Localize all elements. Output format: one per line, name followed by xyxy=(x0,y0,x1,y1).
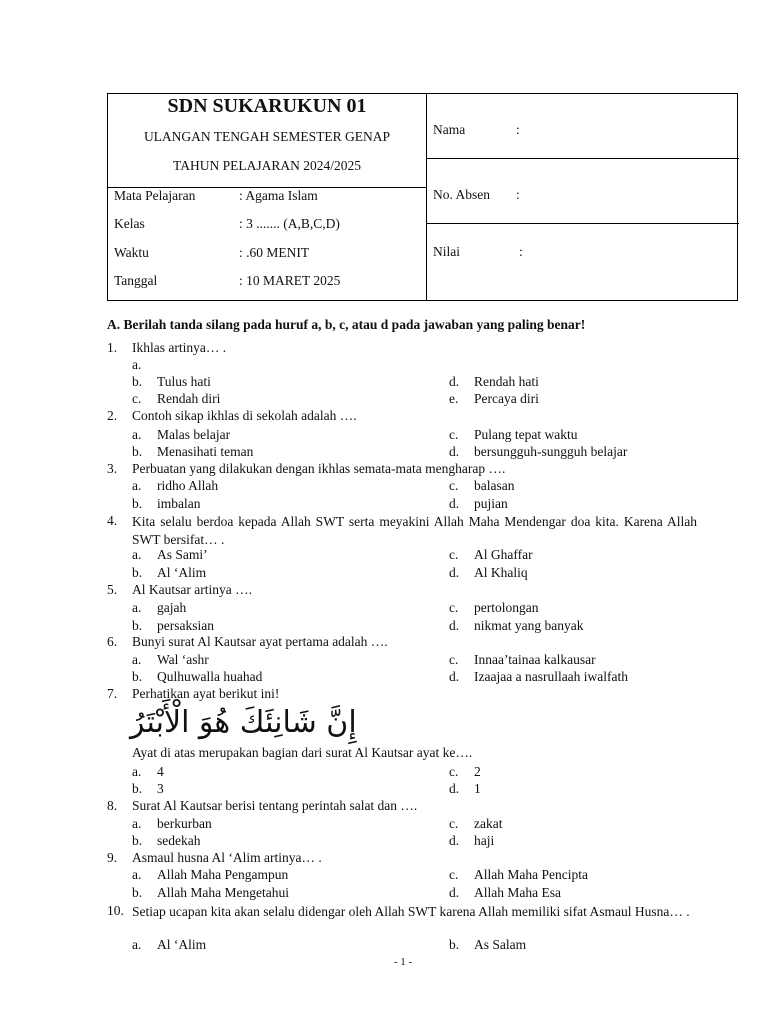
nilai-label: Nilai xyxy=(433,244,460,259)
option[interactable]: a. Allah Maha Pengampun xyxy=(132,867,289,882)
option[interactable]: d. Allah Maha Esa xyxy=(449,885,561,900)
info-label: Waktu xyxy=(114,245,149,260)
option[interactable]: a. xyxy=(132,357,142,372)
table-divider xyxy=(426,94,427,300)
option[interactable]: b. Menasihati teman xyxy=(132,444,254,459)
question-number: 2. xyxy=(107,408,118,423)
question-text: Kita selalu berdoa kepada Allah SWT serta meyakini Allah Maha Mendengar doa kita. Karena Allah SWT bersifat… . xyxy=(132,514,697,547)
absen-label: No. Absen xyxy=(433,187,490,202)
option[interactable]: b. Qulhuwalla huahad xyxy=(132,669,263,684)
option[interactable]: c. balasan xyxy=(449,478,515,493)
option[interactable]: d. Al Khaliq xyxy=(449,565,528,580)
option[interactable]: d. nikmat yang banyak xyxy=(449,618,584,633)
option[interactable]: c. Innaa’tainaa kalkausar xyxy=(449,652,596,667)
academic-year: TAHUN PELAJARAN 2024/2025 xyxy=(173,158,361,173)
info-value: : 3 ....... (A,B,C,D) xyxy=(239,216,340,231)
question-number: 10. xyxy=(107,903,124,918)
option[interactable]: e. Percaya diri xyxy=(449,391,539,406)
option[interactable]: d. Izaajaa a nasrullaah iwalfath xyxy=(449,669,629,684)
question-number: 7. xyxy=(107,686,118,701)
question-number: 1. xyxy=(107,340,118,355)
option[interactable]: a. Malas belajar xyxy=(132,427,231,442)
option[interactable]: a. As Sami’ xyxy=(132,547,208,562)
option[interactable]: b. imbalan xyxy=(132,496,201,511)
option[interactable]: c. Allah Maha Pencipta xyxy=(449,867,588,882)
info-value: : 10 MARET 2025 xyxy=(239,273,341,288)
option[interactable]: c. pertolongan xyxy=(449,600,539,615)
option[interactable]: b. sedekah xyxy=(132,833,201,848)
option[interactable]: a. Al ‘Alim xyxy=(132,937,207,952)
option[interactable]: d. Rendah hati xyxy=(449,374,539,389)
option[interactable]: a. 4 xyxy=(132,764,164,779)
absen-field[interactable]: : xyxy=(516,187,520,202)
option[interactable]: d. pujian xyxy=(449,496,508,511)
option[interactable]: a. gajah xyxy=(132,600,187,615)
option[interactable]: a. berkurban xyxy=(132,816,212,831)
question-text: Surat Al Kautsar berisi tentang perintah salat dan …. xyxy=(132,798,418,813)
header-table xyxy=(107,93,738,301)
page-number: - 1 - xyxy=(393,956,413,968)
question-text: Perhatikan ayat berikut ini! xyxy=(132,686,280,701)
question-number: 8. xyxy=(107,798,118,813)
question-text: Perbuatan yang dilakukan dengan ikhlas semata-mata mengharap …. xyxy=(132,461,506,476)
table-divider xyxy=(426,158,739,159)
info-label: Mata Pelajaran xyxy=(114,188,196,203)
option[interactable]: b. Allah Maha Mengetahui xyxy=(132,885,289,900)
nilai-field[interactable]: : xyxy=(519,244,523,259)
question-number: 5. xyxy=(107,582,118,597)
question-text: Al Kautsar artinya …. xyxy=(132,582,252,597)
question-text: Ayat di atas merupakan bagian dari surat Al Kautsar ayat ke…. xyxy=(132,745,473,760)
question-number: 3. xyxy=(107,461,118,476)
question-number: 6. xyxy=(107,634,118,649)
option[interactable]: a. ridho Allah xyxy=(132,478,219,493)
option[interactable]: b. persaksian xyxy=(132,618,214,633)
option[interactable]: c. zakat xyxy=(449,816,503,831)
school-name: SDN SUKARUKUN 01 xyxy=(167,95,367,117)
option[interactable]: c. Al Ghaffar xyxy=(449,547,533,562)
option[interactable]: d. haji xyxy=(449,833,495,848)
option[interactable]: c. Rendah diri xyxy=(132,391,221,406)
option[interactable]: b. Tulus hati xyxy=(132,374,211,389)
option[interactable]: d. 1 xyxy=(449,781,481,796)
info-label: Kelas xyxy=(114,216,145,231)
table-divider xyxy=(426,223,739,224)
question-number: 9. xyxy=(107,850,118,865)
option[interactable]: a. Wal ‘ashr xyxy=(132,652,209,667)
section-title: A. Berilah tanda silang pada huruf a, b, c, atau d pada jawaban yang paling benar! xyxy=(107,317,586,332)
option[interactable]: b. Al ‘Alim xyxy=(132,565,207,580)
question-text: Contoh sikap ikhlas di sekolah adalah …. xyxy=(132,408,357,423)
question-text: Ikhlas artinya… . xyxy=(132,340,227,355)
option[interactable]: d. bersungguh-sungguh belajar xyxy=(449,444,628,459)
info-label: Tanggal xyxy=(114,273,158,288)
option[interactable]: b. As Salam xyxy=(449,937,527,952)
name-label: Nama xyxy=(433,122,466,137)
option[interactable]: b. 3 xyxy=(132,781,164,796)
info-value: : .60 MENIT xyxy=(239,245,310,260)
question-text: Bunyi surat Al Kautsar ayat pertama adalah …. xyxy=(132,634,388,649)
question-number: 4. xyxy=(107,513,118,528)
arabic-verse: إِنَّ شَانِئَكَ هُوَ الْأَبْتَرُ xyxy=(130,705,357,740)
name-field[interactable]: : xyxy=(516,122,520,137)
info-value: : Agama Islam xyxy=(239,188,318,203)
exam-title: ULANGAN TENGAH SEMESTER GENAP xyxy=(143,129,391,144)
option[interactable]: c. Pulang tepat waktu xyxy=(449,427,578,442)
question-text: Asmaul husna Al ‘Alim artinya… . xyxy=(132,850,322,865)
option[interactable]: c. 2 xyxy=(449,764,481,779)
question-text: Setiap ucapan kita akan selalu didengar oleh Allah SWT karena Allah memiliki sifat Asmaul Husna… . xyxy=(132,904,690,919)
